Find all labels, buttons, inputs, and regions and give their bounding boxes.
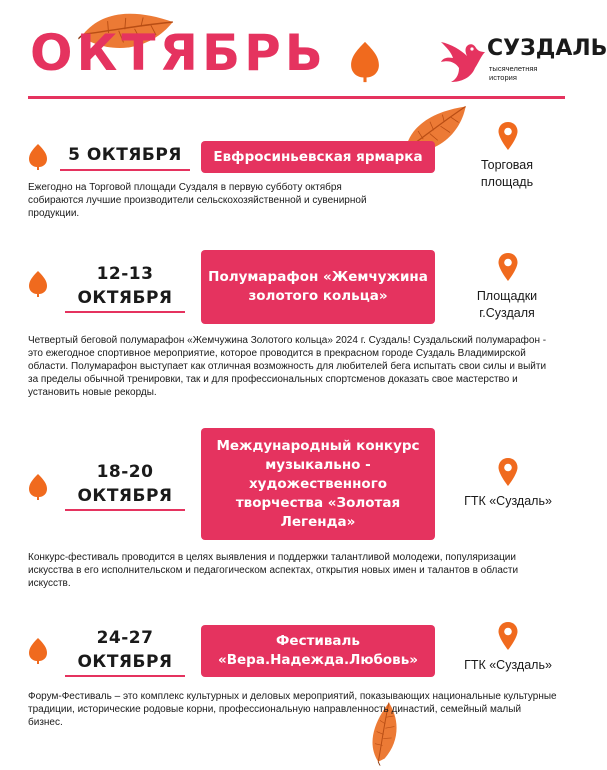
leaf-icon <box>27 143 49 171</box>
leaf-icon <box>27 473 49 501</box>
event-title: Международный конкурс музыкально - художественного творчества «Золотая Легенда» <box>201 428 435 540</box>
event-date-month: ОКТЯБРЯ <box>77 486 173 506</box>
event-title: Фестиваль «Вера.Надежда.Любовь» <box>201 625 435 677</box>
event-venue: Торговая площадь <box>480 158 534 189</box>
date-underline <box>65 509 185 511</box>
event-description: Ежегодно на Торговой площади Суздаля в первую субботу октября собираются лучшие производители сельскохозяйственной и сувенирной продукции. <box>28 182 367 219</box>
event-description: Конкурс-фестиваль проводится в целях выявления и поддержки талантливой молодежи, популяризации искусства в его исполнительском и педагогическом аспектах, открытия новых имен и талантов в области искусств. <box>28 552 519 589</box>
leaf-icon <box>348 40 382 84</box>
leaf-icon <box>27 637 49 665</box>
location-pin-icon <box>497 621 519 651</box>
date-underline <box>65 675 185 677</box>
header-divider <box>28 96 565 99</box>
event-date: 12-13 <box>96 264 154 284</box>
event-description: Форум-Фестиваль – это комплекс культурных и деловых мероприятий, показывающих национальные культурные традиции, исторические родовые корни, профессиональную направленность династий, семейный малый бизнес. <box>28 691 557 728</box>
location-pin-icon <box>497 121 519 151</box>
date-underline <box>60 169 190 171</box>
page-title: ОКТЯБРЬ <box>30 24 327 82</box>
leaf-icon <box>27 270 49 298</box>
event-date: 24-27 <box>96 628 154 648</box>
event-venue: ГТК «Суздаль» <box>464 494 552 508</box>
event-title: Полумарафон «Жемчужина золотого кольца» <box>201 250 435 324</box>
event-venue: Площадки г.Суздаля <box>476 289 538 320</box>
logo-tagline: тысячелетняя история <box>489 64 538 82</box>
event-date: 18-20 <box>96 462 154 482</box>
logo-name: СУЗДАЛЬ <box>487 36 607 61</box>
date-underline <box>65 311 185 313</box>
event-title: Евфросиньевская ярмарка <box>201 141 435 173</box>
location-pin-icon <box>497 252 519 282</box>
event-description: Четвертый беговой полумарафон «Жемчужина Золотого кольца» 2024 г. Суздаль! Суздальский полумарафон - это ежегодное спортивное мероприятие, которое проводится в прекрасном городе Суздаль Владимирской области. Полумарафон выступает как отличная возможность для любителей бега испытать свои силы и выйти за пределы обычной тренировки, так и для профессиональных спортсменов доказать свое мастерство и установить новые рекорды. <box>28 335 547 398</box>
event-date-month: ОКТЯБРЯ <box>77 652 173 672</box>
location-pin-icon <box>497 457 519 487</box>
event-venue: ГТК «Суздаль» <box>464 658 552 672</box>
suzdal-logo-bird-icon <box>437 38 487 84</box>
event-date-month: ОКТЯБРЯ <box>77 288 173 308</box>
event-date: 5 ОКТЯБРЯ <box>68 145 182 165</box>
